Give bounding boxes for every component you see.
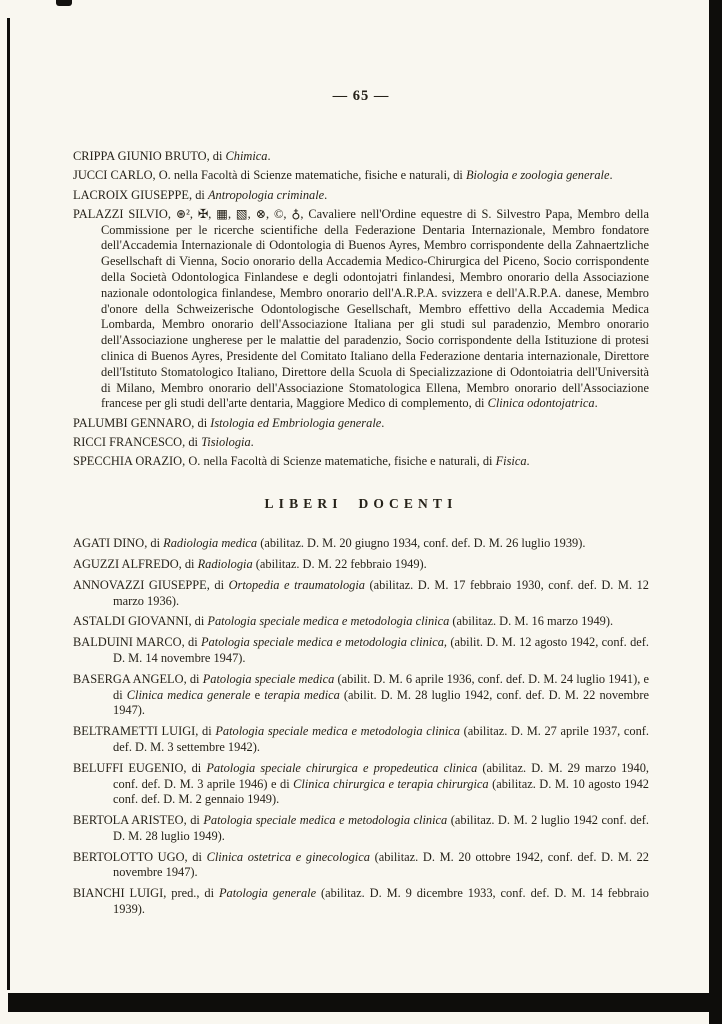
entry-text: . [609, 168, 613, 183]
directory-entry [73, 850, 649, 882]
entry-text: BERTOLOTTO UGO, di [73, 849, 207, 864]
subject-title: Patologia generale [218, 886, 317, 901]
scan-edge-right [709, 0, 722, 1024]
entry-text: PALUMBI GENNARO, di [73, 415, 211, 430]
entry-text: LACROIX GIUSEPPE, di [73, 187, 208, 202]
entry-text: (abilitaz. D. M. 27 aprile 1937, conf. def. D. M. 3 settembre 1942). [113, 724, 650, 754]
entry-text: (abilitaz. D. M. 17 febbraio 1930, conf. def. D. M. 12 marzo 1936). [113, 577, 649, 608]
directory-entry [73, 149, 649, 165]
directory-entry [73, 578, 649, 610]
entry-text: RICCI FRANCESCO, di [73, 435, 202, 450]
entry-text: . [594, 396, 598, 411]
entry-text: BASERGA ANGELO, di [73, 671, 203, 686]
subject-title: Patologia speciale medica e metodologia clinica [215, 724, 460, 739]
entry-text: (abilitaz. D. M. 20 ottobre 1942, conf. def. D. M. 22 novembre 1947). [113, 849, 649, 880]
scan-mark-top [56, 0, 72, 6]
page-content [73, 88, 649, 923]
subject-title: Radiologia medica [163, 536, 258, 551]
entry-text: BIANCHI LUIGI, pred., di [73, 886, 219, 901]
directory-entry [73, 813, 649, 845]
entry-text: (abilitaz. D. M. 9 dicembre 1933, conf. def. D. M. 14 febbraio 1939). [113, 886, 649, 917]
directory-entry [73, 635, 649, 667]
directory-entry [73, 886, 649, 918]
entry-text: . [526, 454, 530, 469]
entry-text: . [381, 415, 385, 430]
directory-entry [73, 761, 649, 808]
subject-title: Patologia speciale medica e metodologia clinica, [200, 635, 448, 650]
directory-entry [73, 672, 649, 719]
entry-text: (abilitaz. D. M. 22 febbraio 1949). [252, 556, 427, 571]
subject-title: terapia medica [264, 687, 340, 702]
entry-text: (abilitaz. D. M. 2 luglio 1942 conf. def. D. M. 28 luglio 1949). [113, 813, 649, 843]
page-number: — 65 — [332, 88, 390, 104]
entry-text: SPECCHIA ORAZIO, O. nella Facoltà di Scienze matematiche, fisiche e naturali, di [73, 454, 496, 469]
directory-entry [73, 724, 649, 756]
entry-text: (abilitaz. D. M. 20 giugno 1934, conf. def. D. M. 26 luglio 1939). [257, 536, 586, 551]
scan-edge-left [7, 18, 10, 990]
section-heading: LIBERI DOCENTI [264, 496, 458, 512]
entry-text: (abilitaz. D. M. 10 agosto 1942 conf. def. D. M. 2 gennaio 1949). [113, 776, 649, 807]
subject-title: Radiologia [197, 556, 253, 571]
subject-title: Antropologia criminale [207, 187, 325, 202]
entry-text: ANNOVAZZI GIUSEPPE, di [73, 577, 229, 592]
subject-title: Clinica ostetrica e ginecologica [206, 849, 370, 864]
scan-edge-bottom [8, 993, 712, 1012]
subject-title: Clinica odontojatrica [487, 396, 595, 411]
entry-text: (abilitaz. D. M. 29 marzo 1940, conf. def. D. M. 3 aprile 1946) e di [113, 760, 649, 791]
subject-title: Chimica [225, 149, 268, 163]
entry-text: CRIPPA GIUNIO BRUTO, di [73, 149, 226, 163]
subject-title: Biologia e zoologia generale [465, 168, 610, 183]
directory-entry [73, 614, 649, 630]
entry-text: e [250, 687, 265, 702]
entry-text: JUCCI CARLO, O. nella Facoltà di Scienze matematiche, fisiche e naturali, di [73, 168, 466, 183]
entry-text: (abilit. D. M. 28 luglio 1942, conf. def. D. M. 22 novembre 1947). [113, 687, 649, 718]
entry-text: BELUFFI EUGENIO, di [73, 760, 207, 775]
entry-text: BERTOLA ARISTEO, di [73, 813, 204, 828]
entry-text: (abilit. D. M. 12 agosto 1942, conf. def. D. M. 14 novembre 1947). [113, 635, 649, 665]
directory-entry [73, 435, 649, 451]
entry-text: BELTRAMETTI LUIGI, di [73, 724, 216, 739]
directory-entry [73, 557, 649, 573]
subject-title: Tisiologia [201, 435, 251, 450]
professors-list [73, 149, 649, 470]
directory-entry [73, 168, 649, 184]
directory-entry [73, 416, 649, 432]
directory-entry [73, 207, 649, 412]
entry-text: (abilit. D. M. 6 aprile 1936, conf. def. D. M. 24 luglio 1941), e di [113, 671, 649, 702]
entry-text: ASTALDI GIOVANNI, di [73, 614, 208, 629]
directory-entry [73, 536, 649, 552]
subject-title: Clinica medica generale [126, 687, 251, 702]
directory-entry [73, 188, 649, 204]
subject-title: Clinica chirurgica e terapia chirurgica [293, 776, 489, 791]
entry-text: AGATI DINO, di [73, 536, 164, 551]
entry-text: BALDUINI MARCO, di [73, 635, 201, 650]
directory-entry [73, 454, 649, 470]
subject-title: Patologia speciale medica e metodologia clinica [207, 614, 450, 629]
subject-title: Fisica [495, 454, 527, 469]
subject-title: Ortopedia e traumatologia [228, 577, 365, 592]
entry-text: AGUZZI ALFREDO, di [73, 556, 198, 571]
subject-title: Patologia speciale medica e metodologia clinica [203, 813, 448, 828]
subject-title: Patologia speciale chirurgica e propedeutica clinica [206, 760, 478, 775]
entry-text: . [324, 187, 328, 202]
liberi-docenti-list [73, 536, 649, 918]
subject-title: Istologia ed Embriologia generale [210, 415, 382, 430]
entry-text: . [267, 149, 271, 163]
entry-text: (abilitaz. D. M. 16 marzo 1949). [449, 614, 614, 629]
subject-title: Patologia speciale medica [202, 671, 335, 686]
entry-text: . [250, 435, 254, 450]
entry-text: PALAZZI SILVIO, ⊛², ✠, ▦, ▧, ⊗, ©, ♁, Cavaliere nell'Ordine equestre di S. Silvestro Papa, Membro della Commissione per le ricerche scientifiche della Federazione Dentaria Internazionale, Membro fondatore dell'Accademia Internazionale di Odontologia di Buenos Ayres, Membro corrispondente della Zahnaertzliche Gesellschaft di Vienna, Socio onorario della Accademia Medico-Chirurgica del Piceno, Socio corrispondente della Società Odontologica Finlandese e degli odontojatri finlandesi, Membro onorario della Associazione nazionale odontologica finlandese, Membro onorario dell'A.R.P.A. svizzera e dell'A.R.P.A. danese, Membro d'onore della Schweizerische Odontologische Gesellschaft, Membro effettivo della Accademia Medica Lombarda, Membro onorario dell'Associazione Italiana per gli studi sul paradenzio, Membro onorario dell'Associazione ungherese per le malattie del paradenzio, Socio corrispondente della Istituzione di protesi clinica di Buenos Ayres, Presidente del Comitato Italiano della Federazione dentaria internazionale, Direttore dell'Istituto Stomatologico Italiano, Direttore della Scuola di Specializzazione di Odontoiatria dell'Università di Milano, Membro onorario dell'Associazione Stomatologica Ellena, Membro onorario dell'Associazione francese per gli studi dell'arte dentaria, Maggiore Medico di complemento, di [73, 206, 649, 411]
